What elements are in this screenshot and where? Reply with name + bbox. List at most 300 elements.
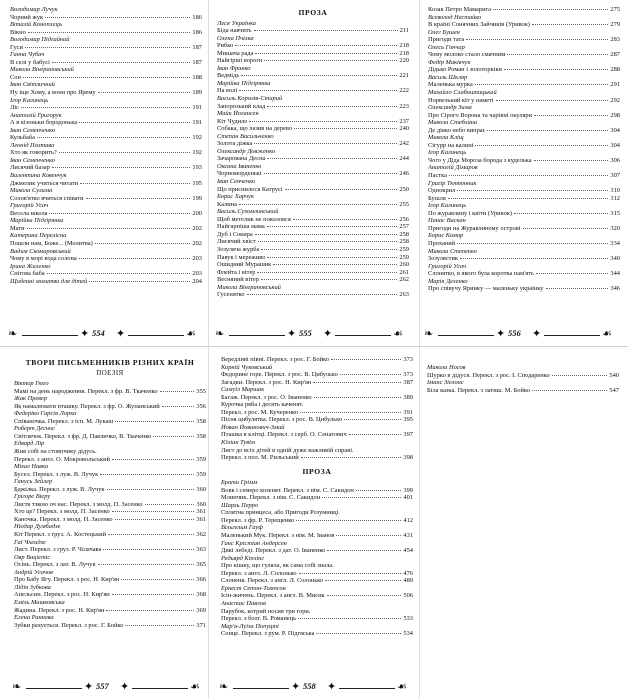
page-number: 358 xyxy=(196,432,206,440)
entry-title: Маленька мурка xyxy=(428,81,473,89)
author-name: Майк Йогансен xyxy=(217,110,259,118)
dot-leader xyxy=(79,122,190,123)
page-number: 242 xyxy=(399,140,409,148)
toc-entry xyxy=(221,431,413,439)
page-number: 211 xyxy=(399,27,409,35)
page-number: 366 xyxy=(196,576,206,584)
entry-title: Собака, що лазив на дерево xyxy=(217,125,293,133)
author-entry xyxy=(10,278,202,286)
toc-entry xyxy=(428,195,620,203)
entry-title: Сігурр на калині xyxy=(428,141,474,149)
page-number: 283 xyxy=(610,36,620,44)
dot-leader xyxy=(299,573,402,574)
toc-entry xyxy=(14,388,206,396)
page-number: 204 xyxy=(192,277,202,285)
dot-leader xyxy=(108,534,194,535)
dot-leader xyxy=(449,175,608,176)
toc-entry xyxy=(10,44,202,52)
entry-title: Весела школа xyxy=(10,209,48,217)
entry-title: Пошли нам, Боже... (Молитва) xyxy=(10,239,93,247)
page-number: 186 xyxy=(192,13,202,21)
footer-ornament: ✦ xyxy=(532,328,542,340)
toc-entry xyxy=(221,517,413,525)
author-name: Марійка Підгірянка xyxy=(10,217,64,225)
toc-entry xyxy=(428,6,620,14)
dot-leader xyxy=(504,69,608,70)
toc-entry xyxy=(14,456,206,464)
dot-leader xyxy=(27,228,191,229)
page-number: 203 xyxy=(192,255,202,263)
author-name: Борис Харчук xyxy=(217,193,254,201)
entry-title: Кульбаба xyxy=(10,134,35,142)
entry-title: Вовк і семеро козенят. Перекл. з нім. С. Сакидон xyxy=(221,486,354,494)
dot-leader xyxy=(100,474,194,475)
author-name: Грігоре Віеру xyxy=(14,493,51,501)
dot-leader xyxy=(255,53,397,54)
dot-leader xyxy=(112,511,195,512)
entry-title: Джмелик учиться читати xyxy=(10,179,79,187)
section-heading: ТВОРИ ПИСЬМЕННИКІВ РІЗНИХ КРАЇН xyxy=(25,358,195,367)
page-number: 187 xyxy=(192,58,202,66)
toc-entry xyxy=(217,103,409,111)
dot-leader xyxy=(98,564,195,565)
page-number: 186 xyxy=(192,28,202,36)
footer-ornament: ✦ xyxy=(291,681,301,693)
page-number: 258 xyxy=(399,238,409,246)
entry-title: Сонце. Перекл. з рум. Р. Підгяська xyxy=(221,630,315,638)
dot-leader xyxy=(261,249,397,250)
toc-entry xyxy=(221,416,413,424)
toc-entry xyxy=(14,516,206,524)
toc-entry xyxy=(428,36,620,44)
dot-leader xyxy=(349,434,402,435)
dot-leader xyxy=(112,459,194,460)
toc-entry xyxy=(10,225,202,233)
author-name: Леся Українка xyxy=(217,19,256,27)
author-name: Оксана Іваненко xyxy=(217,162,262,170)
author-name: Елена Раннева xyxy=(14,614,54,622)
fold-line xyxy=(0,346,628,347)
page-number: 202 xyxy=(192,239,202,247)
page-number: 365 xyxy=(196,561,206,569)
author-name: Микола Степенко xyxy=(428,247,477,255)
author-name: Віктор Гюго xyxy=(14,380,49,388)
toc-entry xyxy=(221,592,413,600)
entry-title: Лист до всіх дітей в одній дуже важливій справі. xyxy=(221,446,354,454)
author-name: Едвард Лір xyxy=(14,440,45,448)
page-number-footer: 555 xyxy=(299,328,312,338)
entry-title: Каночка. Перекл. з молд. П. Засенко xyxy=(14,515,113,523)
toc-entry xyxy=(217,246,409,254)
author-name: Ігор Калинець xyxy=(428,149,467,157)
toc-entry xyxy=(14,471,206,479)
page-number: 360 xyxy=(196,500,206,508)
dot-leader xyxy=(336,535,401,536)
author-name: Олександр Довженко xyxy=(217,147,276,155)
page-number: 315 xyxy=(610,209,620,217)
section-heading: ПРОЗА xyxy=(298,8,328,17)
entry-title: Калина xyxy=(217,200,237,208)
footer-rule-right xyxy=(128,335,184,336)
toc-entry xyxy=(14,501,206,509)
page-number: 373 xyxy=(403,371,413,379)
page-number: 262 xyxy=(399,276,409,284)
toc-entry xyxy=(14,546,206,554)
dot-leader xyxy=(98,92,191,93)
toc-entry xyxy=(217,186,409,194)
author-name: Микола Носов xyxy=(427,364,466,371)
dot-leader xyxy=(28,32,191,33)
page-number: 346 xyxy=(610,285,620,293)
entry-title: Апельсин. Перекл. з рос. Н. Кир'ян xyxy=(14,591,110,599)
author-name: Мар'я-Луїза Попуцті xyxy=(221,622,279,630)
entry-title: Найгарніша мама xyxy=(217,223,265,231)
toc-entry xyxy=(217,238,409,246)
toc-entry xyxy=(221,394,413,402)
entry-title: Щоденні молитви для дітей xyxy=(10,277,88,285)
page-555-footer xyxy=(215,327,415,343)
author-name: Ганна Чубач xyxy=(10,51,45,59)
author-name: Степан Васильченко xyxy=(217,132,274,140)
toc-entry xyxy=(221,577,413,585)
toc-entry xyxy=(221,447,413,455)
page-number: 298 xyxy=(610,111,620,119)
toc-entry xyxy=(221,608,413,616)
entry-title: Сон xyxy=(10,73,21,81)
page-number: 534 xyxy=(403,630,413,638)
entry-title: Мишача рада xyxy=(217,49,254,57)
page-number: 340 xyxy=(610,255,620,263)
dot-leader xyxy=(79,258,191,259)
entry-title: Жив собі на стовпчику дідусь. xyxy=(14,448,97,456)
toc-entry xyxy=(221,494,413,502)
author-name: Іван Франко xyxy=(217,64,251,72)
page-557-footer xyxy=(12,680,212,696)
dot-leader xyxy=(273,264,397,265)
page-number: 412 xyxy=(403,516,413,524)
toc-entry xyxy=(217,155,409,163)
dot-leader xyxy=(241,75,397,76)
entry-title: Вікно xyxy=(10,28,26,36)
toc-entry xyxy=(221,454,413,462)
toc-entry xyxy=(14,486,206,494)
dot-leader xyxy=(21,107,190,108)
footer-ornament-right: ☙ xyxy=(190,681,200,693)
entry-title: А в кізоньки бородонька xyxy=(10,119,78,127)
author-name: Роберт Деснос xyxy=(14,425,56,433)
dot-leader xyxy=(327,550,401,551)
dot-leader xyxy=(460,258,608,259)
toc-entry xyxy=(10,255,202,263)
toc-entry xyxy=(428,97,620,105)
page-number: 288 xyxy=(610,66,620,74)
footer-ornament: ✦ xyxy=(116,328,126,340)
dot-leader xyxy=(264,60,397,61)
toc-entry xyxy=(217,72,409,80)
page-number: 489 xyxy=(403,577,413,585)
entry-title: Дуб і Сокира xyxy=(217,230,253,238)
toc-entry xyxy=(221,371,413,379)
gutter-1 xyxy=(208,0,209,699)
page-number: 218 xyxy=(399,49,409,57)
page-558-footer xyxy=(219,680,419,696)
footer-rule-right xyxy=(335,335,391,336)
entry-title: Дикі лебеді. Перекл. з дат. О. Іваненко xyxy=(221,547,326,555)
toc-entry xyxy=(217,231,409,239)
page-number: 360 xyxy=(196,485,206,493)
author-name: Микола Вінграновський xyxy=(10,66,74,74)
page-number: 292 xyxy=(610,96,620,104)
author-name: Володимир Лучук xyxy=(10,6,58,13)
page-number: 191 xyxy=(192,104,202,112)
toc-entry xyxy=(14,508,206,516)
toc-entry xyxy=(428,142,620,150)
footer-ornament-left: ❧ xyxy=(424,328,434,340)
entry-title: Де діяко небо випрає xyxy=(428,126,486,134)
dot-leader xyxy=(294,128,397,129)
dot-leader xyxy=(552,375,608,376)
author-name: Микола Стеблина xyxy=(428,119,478,127)
dot-leader xyxy=(532,390,608,391)
footer-ornament-right: ☙ xyxy=(186,328,196,340)
dot-leader xyxy=(493,9,608,10)
page-number: 260 xyxy=(399,261,409,269)
dot-leader xyxy=(300,412,401,413)
entry-title: Бджілка. Перекл. з луж. В. Лучук xyxy=(14,485,105,493)
dot-leader xyxy=(47,273,191,274)
page-number: 202 xyxy=(192,224,202,232)
entry-title: Про кішку, що гуляла, як сама собі знала. xyxy=(221,562,334,570)
entry-title: Зозуляча журба xyxy=(217,245,260,253)
dot-leader xyxy=(267,257,397,258)
entry-title: Снігова баба xyxy=(10,270,45,278)
page-number: 192 xyxy=(192,149,202,157)
entry-title: Кіт Перекл. з груз. А. Костецький xyxy=(14,531,107,539)
dot-leader xyxy=(255,234,398,235)
dot-leader xyxy=(267,226,398,227)
entry-title: Курочка ряба і десять каченят. xyxy=(221,401,304,409)
author-name: Віталій Коноплецъ xyxy=(10,21,62,29)
author-name: Ганусь Зейлер xyxy=(14,478,53,486)
toc-entry xyxy=(428,112,620,120)
page-number: 187 xyxy=(192,43,202,51)
toc-entry xyxy=(14,418,206,426)
dot-leader xyxy=(316,633,401,634)
toc-entry xyxy=(14,622,206,630)
author-name: Катерина Перелісна xyxy=(10,232,67,240)
footer-rule-right xyxy=(339,688,395,689)
author-name: Ганс Крістіан Андерсен xyxy=(221,539,287,547)
page-number: 431 xyxy=(403,532,413,540)
toc-entry xyxy=(221,379,413,387)
page-number: 369 xyxy=(196,606,206,614)
entry-title: Парубок, котрий носив три гори. xyxy=(221,607,311,615)
page-number: 533 xyxy=(403,615,413,623)
dot-leader xyxy=(254,143,397,144)
dot-leader xyxy=(532,24,608,25)
page-number-footer: 558 xyxy=(303,681,316,691)
page-number: 240 xyxy=(399,125,409,133)
dot-leader xyxy=(514,213,608,214)
author-name: Микола Кліщ xyxy=(428,134,464,142)
entry-title: Осінь. Перекл. з лат. В. Лучук xyxy=(14,561,96,569)
toc-entry xyxy=(217,57,409,65)
entry-title: В селі у бабусі xyxy=(10,58,50,66)
toc-entry xyxy=(14,576,206,584)
entry-title: Сплятна принцеса, або Пригоди Розумниці. xyxy=(221,509,340,517)
dot-leader xyxy=(112,594,195,595)
author-name: Олег Бушен xyxy=(428,28,460,36)
dot-leader xyxy=(546,288,609,289)
footer-ornament-right: ☙ xyxy=(393,328,403,340)
page-554-footer xyxy=(8,327,208,343)
dot-leader xyxy=(103,549,194,550)
page-number: 220 xyxy=(399,57,409,65)
toc-entry xyxy=(217,261,409,269)
toc-entry xyxy=(221,356,413,364)
entry-title: Ошидний Мурашик xyxy=(217,261,272,269)
author-name: Гаї Чхеидзе xyxy=(14,538,46,546)
author-name: Ернест Сетон-Томпсон xyxy=(221,584,286,592)
page-number: 359 xyxy=(196,470,206,478)
entry-title: Кіт Чудило xyxy=(217,117,248,125)
dot-leader xyxy=(254,30,398,31)
dot-leader xyxy=(52,62,191,63)
author-name: Ігор Калинець xyxy=(10,96,49,104)
dot-leader xyxy=(314,397,402,398)
entry-title: Флейта і вітер xyxy=(217,268,256,276)
page-number-footer: 557 xyxy=(96,681,109,691)
dot-leader xyxy=(475,84,609,85)
toc-entry xyxy=(10,240,202,248)
page-number: 188 xyxy=(192,73,202,81)
page-number: 363 xyxy=(196,546,206,554)
dot-leader xyxy=(25,47,191,48)
toc-entry xyxy=(428,270,620,278)
dot-leader xyxy=(153,436,194,437)
page-number: 199 xyxy=(192,194,202,202)
toc-entry xyxy=(217,50,409,58)
page-number: 401 xyxy=(403,494,413,502)
footer-ornament-left: ❧ xyxy=(8,328,18,340)
footer-rule-left xyxy=(229,335,285,336)
entry-title: Перекл. з рос. М. Кучеренко xyxy=(221,408,299,416)
author-name: Анатолій Дімаров xyxy=(428,164,478,172)
entry-title: Чому молоко стало смачним xyxy=(428,51,506,59)
author-name: Григорій Усач xyxy=(428,262,467,270)
dot-leader xyxy=(457,243,608,244)
dot-leader xyxy=(239,90,397,91)
entry-title: Шурко в дідуся. Перекл. з рос. І. Сподаренко xyxy=(427,371,550,379)
dot-leader xyxy=(23,77,191,78)
entry-title: Ведмідь xyxy=(217,72,240,80)
section-subheading: ПОЕЗІЯ xyxy=(96,369,124,377)
footer-ornament-right: ☙ xyxy=(397,681,407,693)
author-name: Йован Йованович-Змай xyxy=(221,423,285,431)
entry-title: Дідько Роман і золоторкіки xyxy=(428,66,502,74)
dot-leader xyxy=(466,39,608,40)
author-name: Володимир Підгайний xyxy=(10,36,70,44)
dot-leader xyxy=(264,173,398,174)
toc-entry xyxy=(221,532,413,540)
toc-entry xyxy=(217,125,409,133)
toc-entry xyxy=(14,531,206,539)
dot-leader xyxy=(327,595,402,596)
toc-entry xyxy=(217,118,409,126)
dot-leader xyxy=(125,625,194,626)
toc-entry xyxy=(221,509,413,517)
toc-entry xyxy=(221,401,413,409)
page-number: 246 xyxy=(399,170,409,178)
toc-entry xyxy=(10,180,202,188)
entry-title: Співаночка. Перекл. з ісп. М. Лукаш xyxy=(14,417,114,425)
author-name: Іван Семенченко xyxy=(10,126,55,134)
author-name: Міхал Навка xyxy=(14,463,49,471)
toc-entry xyxy=(10,119,202,127)
toc-entry xyxy=(428,51,620,59)
entry-title: Козак Петро Мамарига xyxy=(428,6,491,13)
dot-leader xyxy=(325,580,401,581)
toc-entry xyxy=(428,21,620,29)
page-number: 287 xyxy=(610,51,620,59)
entry-title: Маленький Мук. Перекл. з нім. М. Іванов xyxy=(221,532,335,540)
dot-leader xyxy=(267,158,397,159)
toc-entry xyxy=(217,254,409,262)
entry-title: Лисячий хвіст xyxy=(217,238,256,246)
author-name: Іван Світличний xyxy=(10,81,55,89)
author-name: Лідія Зубкова xyxy=(14,583,51,591)
author-name: Микола Вінграновський xyxy=(217,283,281,291)
page-number: 397 xyxy=(403,431,413,439)
page-number: 200 xyxy=(192,209,202,217)
page-number: 506 xyxy=(403,592,413,600)
page-number: 395 xyxy=(403,416,413,424)
author-name: Василь Сухомлинський xyxy=(217,208,279,216)
entry-title: Пригоди на Журавлиному острові xyxy=(428,224,521,232)
entry-title: Чорний жук xyxy=(10,13,44,21)
footer-ornament-left: ❧ xyxy=(12,681,22,693)
dot-leader xyxy=(298,618,401,619)
entry-title: Лист. Перекл. з груз. Р. Чілачава xyxy=(14,546,102,554)
entry-title: Світлячок. Перекл. з фр. Д. Павличко, В. Ткаченко xyxy=(14,432,152,440)
dot-leader xyxy=(356,490,402,491)
page-number: 355 xyxy=(196,387,206,395)
page-558-column xyxy=(221,356,413,638)
entry-title: Ліс xyxy=(10,104,19,112)
page-number: 540 xyxy=(609,371,619,379)
author-name: Василь Шкляр xyxy=(428,73,468,81)
page-number: 222 xyxy=(399,87,409,95)
entry-title: Як намалювати пташку. Перекл. з фр. О. Жупанський xyxy=(14,402,160,410)
page-555-column xyxy=(217,6,409,299)
page-number: 223 xyxy=(399,102,409,110)
entry-title: Зачарована Десна xyxy=(217,155,266,163)
author-name: Вадим Скомаровський xyxy=(10,247,71,255)
toc-entry xyxy=(217,87,409,95)
author-name: Андрій Усачов xyxy=(14,568,53,576)
entry-title: Однокрил xyxy=(428,187,456,195)
page-number: 259 xyxy=(399,253,409,261)
toc-entry xyxy=(14,607,206,615)
page-number: 257 xyxy=(399,223,409,231)
page-number: 258 xyxy=(399,230,409,238)
author-name: Самуїл Маршак xyxy=(221,386,265,394)
author-name: Овр Вацієтіс xyxy=(14,553,51,561)
dot-leader xyxy=(59,152,191,153)
footer-ornament: ✦ xyxy=(80,328,90,340)
author-name: Борис Комар xyxy=(428,232,464,240)
toc-entry xyxy=(217,42,409,50)
